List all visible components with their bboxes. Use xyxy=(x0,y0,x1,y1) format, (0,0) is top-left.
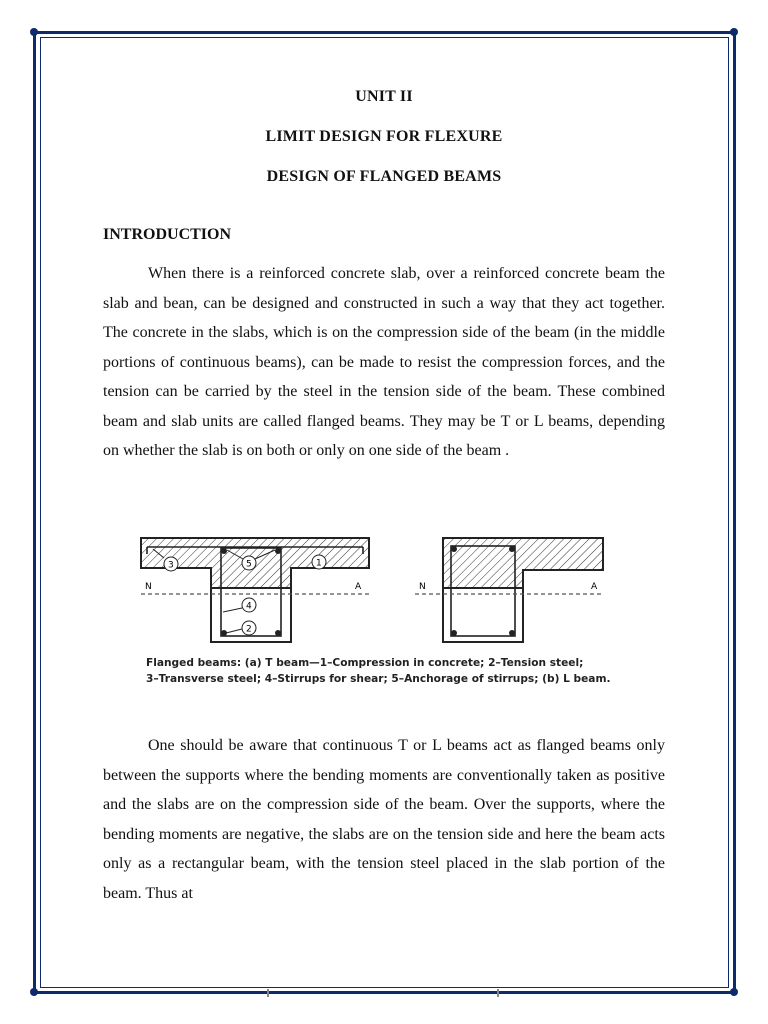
l-beam-neutral-n: N xyxy=(419,582,426,592)
border-corner-ornament xyxy=(30,28,38,36)
figure-caption xyxy=(146,655,646,687)
subject-heading: LIMIT DESIGN FOR FLEXURE xyxy=(265,128,503,145)
l-beam-neutral-a: A xyxy=(591,582,598,592)
border-corner-ornament xyxy=(730,988,738,996)
intro-paragraph-2: One should be aware that continuous T or L beams act as flanged beams only between the supports where the bending moments are conventionally taken as positive and the slabs are on the compression side of the beam. Over the supports, where the bending moments are negative, the slabs are on the tension side and here the beam acts only as a rectangular beam, with the tension steel placed in the slab portion of the beam. Thus at xyxy=(103,737,665,902)
intro-paragraph-1: When there is a reinforced concrete slab, over a reinforced concrete beam the slab and bean, can be designed and constructed in such a way that they act together. The concrete in the slabs, which is on the compression side of the beam (in the middle portions of continuous beams), can be made to resist the compression forces, and the tension can be carried by the steel in the tension side of the beam. These combined beam and slab units are called flanged beams. They may be T or L beams, depending on whether the slab is on both or only on one side of the beam . xyxy=(103,265,665,459)
border-tick xyxy=(497,989,499,997)
introduction-title: INTRODUCTION xyxy=(103,226,232,243)
border-tick xyxy=(267,989,269,997)
callout-2: 2 xyxy=(246,624,252,635)
figure-caption-line-1: Flanged beams: (a) T beam—1–Compression in concrete; 2–Tension steel; xyxy=(146,657,584,669)
callout-1: 1 xyxy=(316,558,322,569)
border-corner-ornament xyxy=(30,988,38,996)
unit-heading: UNIT II xyxy=(355,88,413,105)
topic-heading: DESIGN OF FLANGED BEAMS xyxy=(266,168,502,185)
callout-4: 4 xyxy=(246,601,252,612)
t-beam-section xyxy=(141,538,369,642)
t-beam-neutral-a: A xyxy=(355,582,362,592)
figure-caption-line-2: 3–Transverse steel; 4–Stirrups for shear; 5–Anchorage of stirrups; (b) L beam. xyxy=(146,673,611,685)
callout-3: 3 xyxy=(168,560,174,571)
callout-5: 5 xyxy=(246,559,252,570)
l-beam-section xyxy=(415,538,603,642)
border-corner-ornament xyxy=(730,28,738,36)
t-beam-neutral-n: N xyxy=(145,582,152,592)
